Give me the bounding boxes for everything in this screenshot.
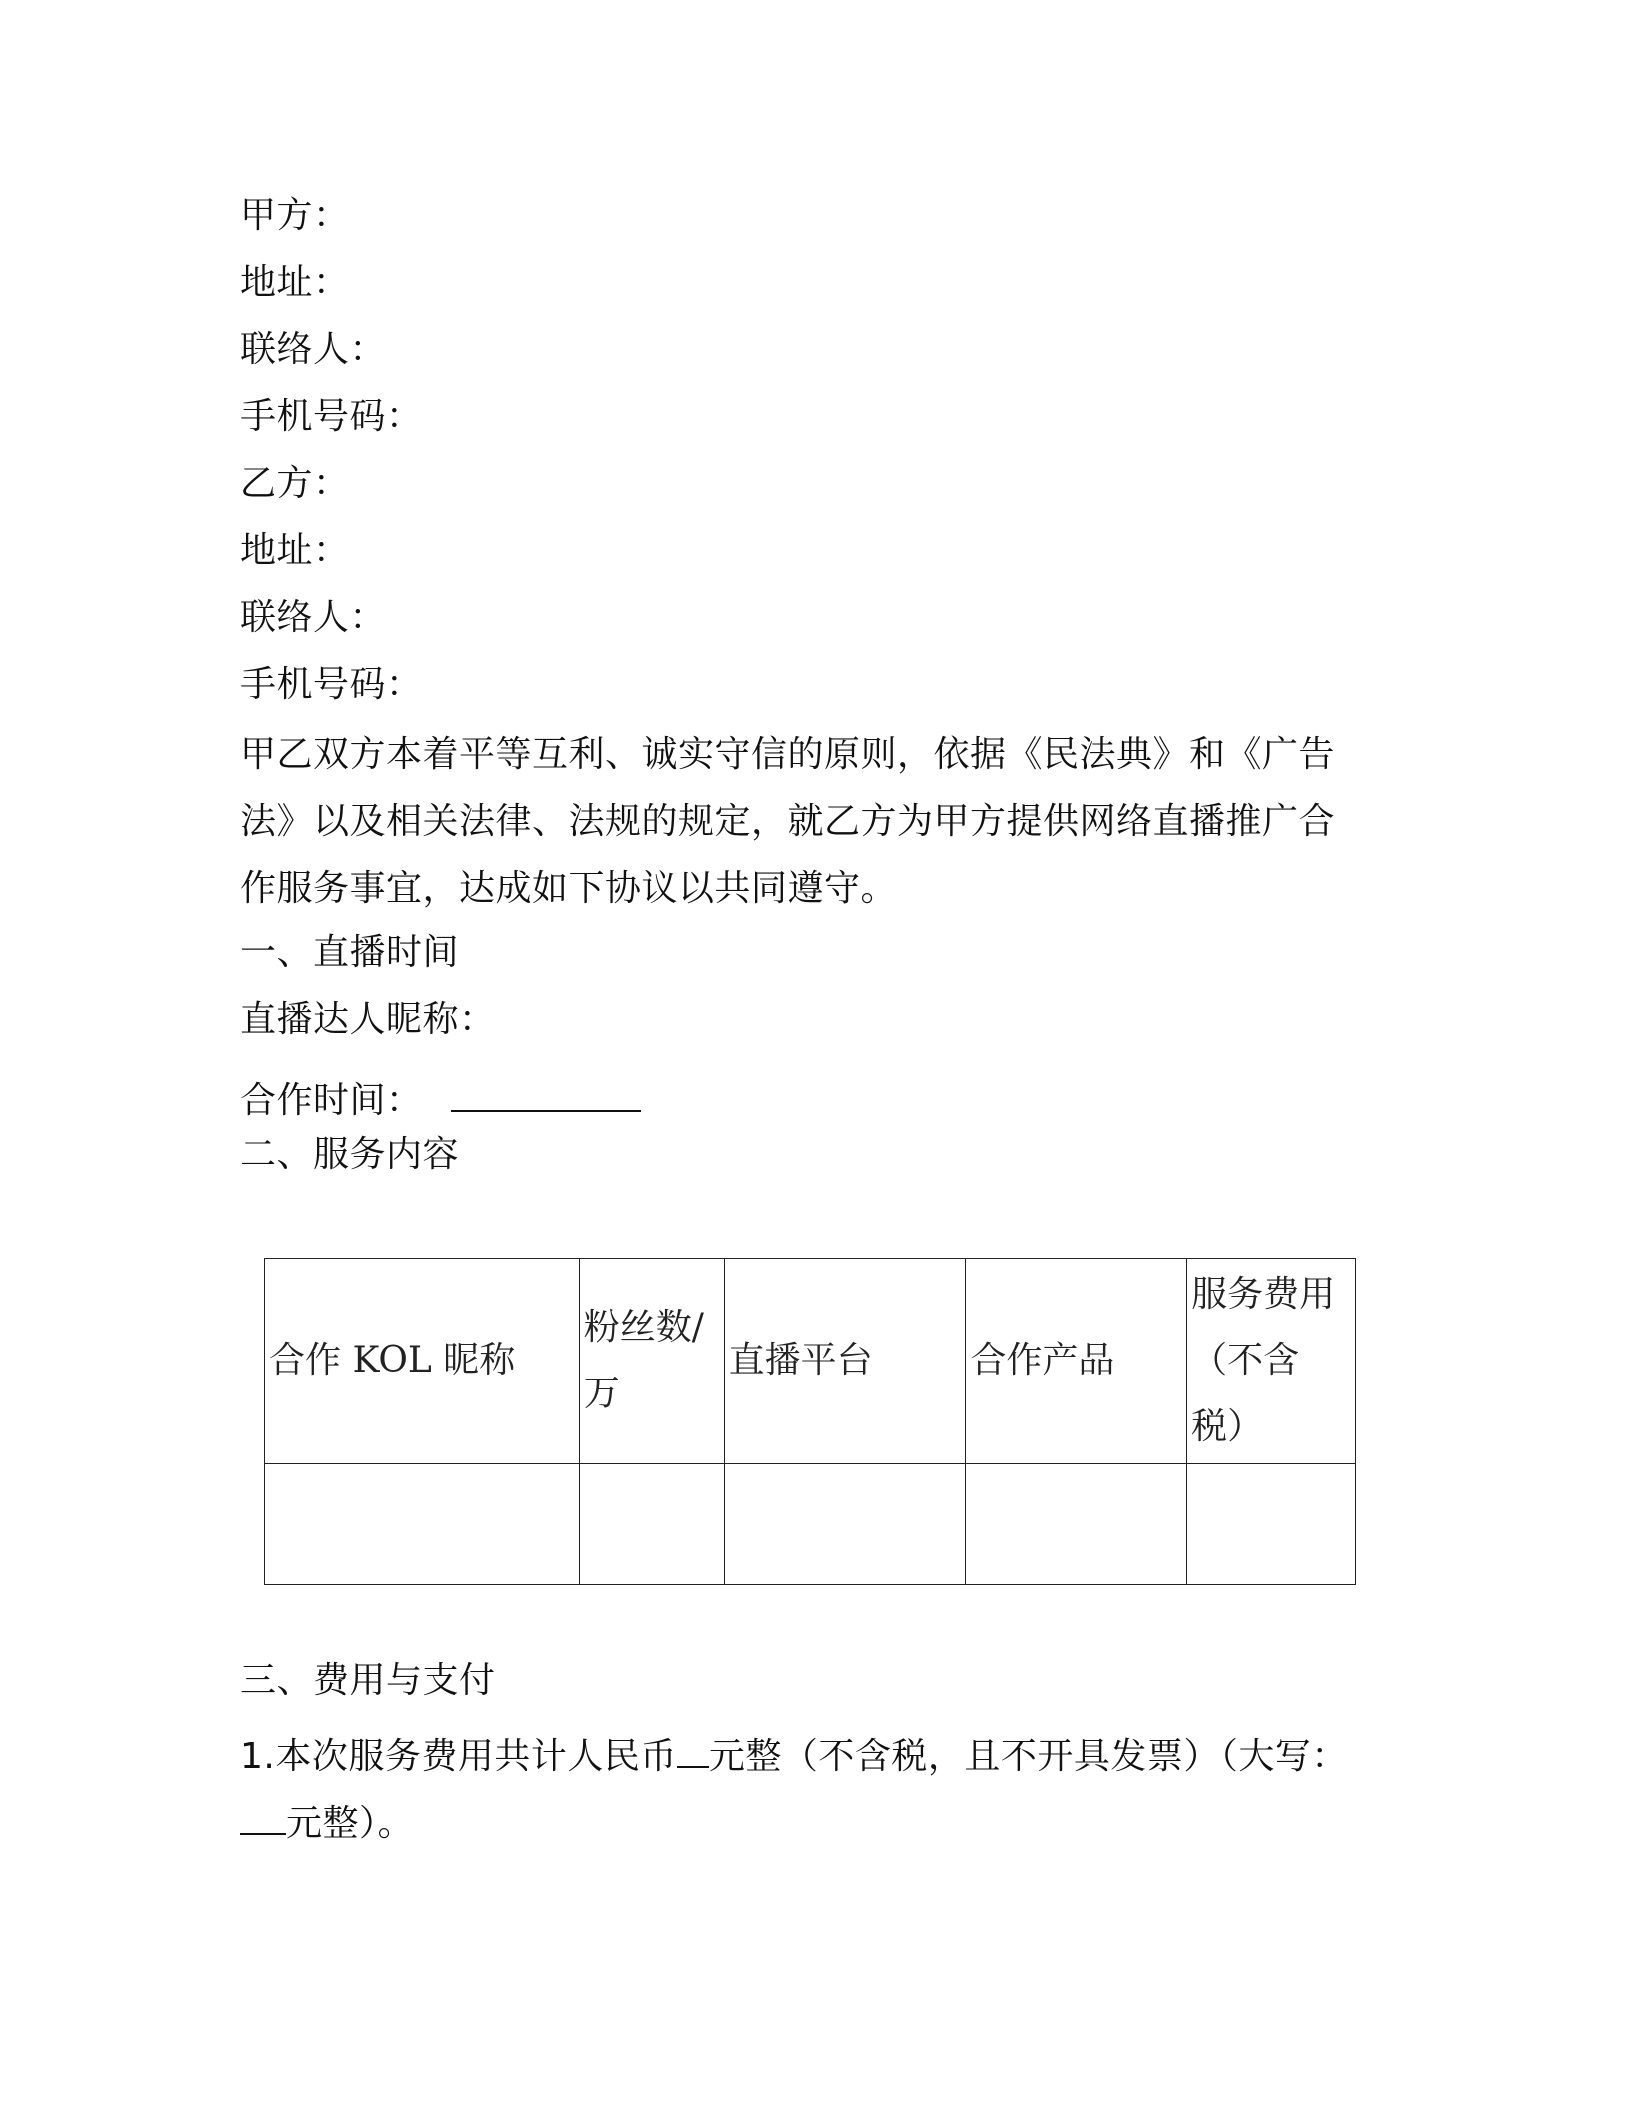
cooperation-time-label: 合作时间： bbox=[240, 1080, 423, 1121]
header-kol-nickname: 合作 KOL 昵称 bbox=[265, 1259, 580, 1464]
fee-item-1-part3: 元整）。 bbox=[286, 1803, 415, 1844]
fee-item-1-line1 bbox=[240, 1726, 1348, 1779]
section-1-title: 一、直播时间 bbox=[240, 932, 460, 973]
cell-service-fee bbox=[1187, 1464, 1356, 1585]
cooperation-time-row bbox=[240, 1070, 641, 1123]
header-followers: 粉丝数/万 bbox=[579, 1259, 724, 1464]
fee-uppercase-blank bbox=[240, 1793, 286, 1835]
fee-item-1-part1: 1.本次服务费用共计人民币 bbox=[240, 1736, 677, 1777]
section-2-title: 二、服务内容 bbox=[240, 1134, 460, 1175]
cell-product bbox=[966, 1464, 1187, 1585]
table-row bbox=[265, 1464, 1356, 1585]
party-b-phone: 手机号码： bbox=[240, 664, 423, 705]
section-3-title: 三、费用与支付 bbox=[240, 1660, 496, 1701]
party-a-address: 地址： bbox=[240, 262, 350, 303]
fee-amount-blank bbox=[677, 1726, 709, 1768]
party-a-phone: 手机号码： bbox=[240, 396, 423, 437]
service-table bbox=[264, 1258, 1356, 1585]
header-service-fee: 服务费用（不含税） bbox=[1187, 1259, 1356, 1464]
header-platform: 直播平台 bbox=[724, 1259, 966, 1464]
fee-item-1-line2 bbox=[240, 1793, 414, 1846]
fee-item-1-part2: 元整（不含税，且不开具发票）（大写： bbox=[708, 1736, 1348, 1777]
header-product: 合作产品 bbox=[966, 1259, 1187, 1464]
party-a-contact: 联络人： bbox=[240, 329, 387, 370]
cell-platform bbox=[724, 1464, 966, 1585]
cooperation-time-blank bbox=[451, 1070, 641, 1112]
party-a-label: 甲方： bbox=[240, 195, 350, 236]
party-b-label: 乙方： bbox=[240, 463, 350, 504]
intro-paragraph: 甲乙双方本着平等互利、诚实守信的原则，依据《民法典》和《广告法》以及相关法律、法规的规定，就乙方为甲方提供网络直播推广合作服务事宜，达成如下协议以共同遵守。 bbox=[240, 734, 1336, 909]
cell-followers bbox=[579, 1464, 724, 1585]
host-nickname-label: 直播达人昵称： bbox=[240, 999, 496, 1040]
party-b-address: 地址： bbox=[240, 530, 350, 571]
party-b-contact: 联络人： bbox=[240, 597, 387, 638]
cell-kol-nickname bbox=[265, 1464, 580, 1585]
table-header-row bbox=[265, 1259, 1356, 1464]
